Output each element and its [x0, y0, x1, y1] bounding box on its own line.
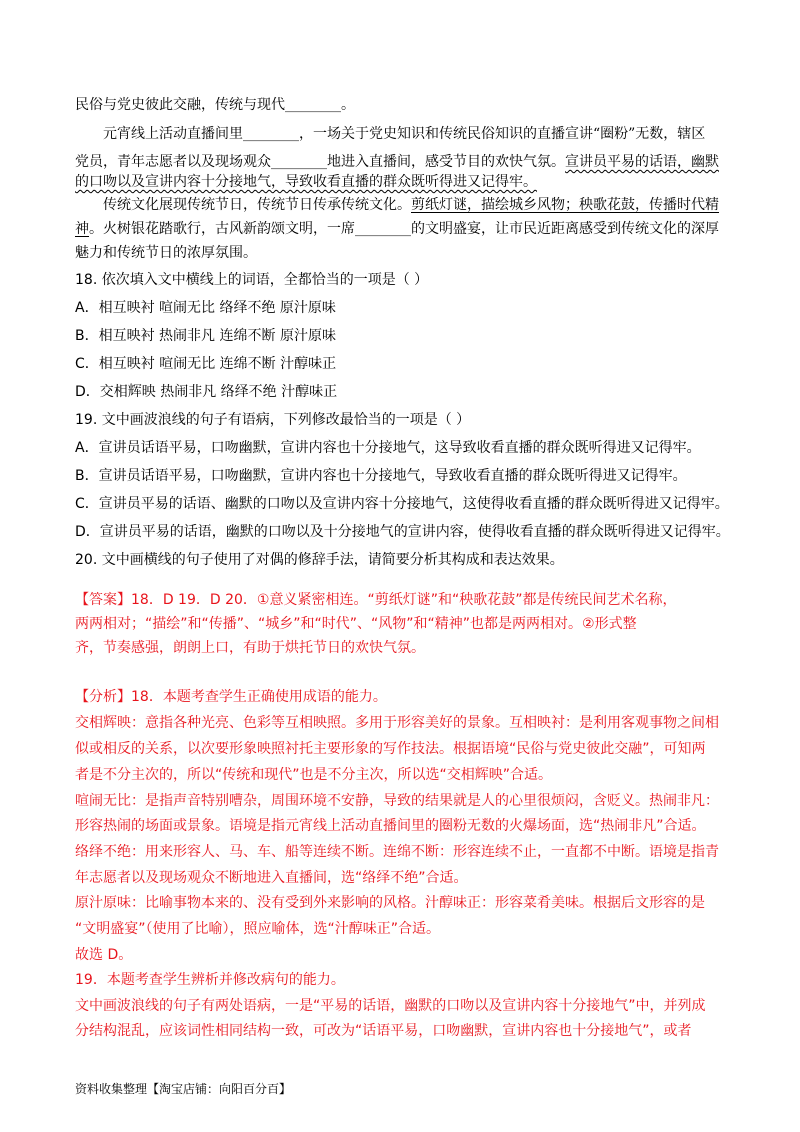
passage-line	[75, 152, 719, 172]
q18-option-a: A．相互映衬 喧闹无比 络绎不绝 原汁原味	[75, 300, 336, 316]
q18-option-c: C．相互映衬 喧闹无比 连绵不断 汁醇味正	[75, 356, 337, 372]
question-20-stem: 20. 文中画横线的句子使用了对偶的修辞手法，请简要分析其构成和表达效果。	[75, 552, 564, 568]
passage-text: 魅力和传统节日的浓厚氛围。	[75, 245, 257, 261]
q18-option-d: D．交相辉映 热闹非凡 络绎不绝 汁醇味正	[75, 384, 338, 400]
analysis-line: “文明盛宴”（使用了比喻），照应喻体，选“汁醇味正”合适。	[75, 921, 441, 937]
analysis-line: 分结构混乱，应该词性相同结构一致，可改为“话语平易，口吻幽默，宣讲内容也十分接地气”，或者	[75, 1023, 692, 1039]
q19-option-c: C．宣讲员平易的话语、幽默的口吻以及宣讲内容十分接地气，这使得收看直播的群众既听得进又记得牢。	[75, 496, 729, 512]
q18-option-b: B．相互映衬 热闹非凡 连绵不断 原汁原味	[75, 328, 336, 344]
analysis-line: 原汁原味：比喻事物本来的、没有受到外来影响的风格。汁醇味正：形容菜肴美味。根据后文形容的是	[75, 895, 705, 911]
analysis-line: 喧闹无比：是指声音特别嘈杂，周围环境不安静，导致的结果就是人的心里很烦闷，含贬义。热闹非凡：	[75, 793, 719, 809]
q19-option-b: B．宣讲员话语平易，口吻幽默，宣讲内容也十分接地气，导致收看直播的群众既听得进又记得牢。	[75, 468, 687, 484]
analysis-line: 年志愿者以及现场观众不断地进入直播间，选“络绎不绝”合适。	[75, 870, 468, 886]
underlined-sentence: 神	[75, 221, 89, 237]
analysis-line: 19．本题考查学生辨析并修改病句的能力。	[75, 972, 345, 988]
analysis-line: 【分析】18．本题考查学生正确使用成语的能力。	[75, 689, 387, 705]
passage-line	[75, 243, 257, 263]
passage-text: 元宵线上活动直播间里________，一场关于党史知识和传统民俗知识的直播宣讲“圈粉”无数，辖区	[103, 126, 706, 142]
passage-text: 民俗与党史彼此交融，传统与现代________。	[75, 97, 355, 113]
passage-line	[103, 195, 719, 215]
passage-text: 。火树银花踏歌行，古风新韵颂文明，一席________的文明盛宴，让市民近距离感受到传统文化的深厚	[89, 221, 719, 237]
analysis-line: 形容热闹的场面或景象。语境是指元宵线上活动直播间里的圈粉无数的火爆场面，选“热闹非凡”合适。	[75, 818, 706, 834]
question-19-stem: 19. 文中画波浪线的句子有语病，下列修改最恰当的一项是（ ）	[75, 412, 471, 428]
answer-line: 【答案】18．D 19．D 20．①意义紧密相连。“剪纸灯谜”和“秧歌花鼓”都是传统民间艺术名称，	[75, 592, 677, 608]
analysis-line: 交相辉映：意指各种光亮、色彩等互相映照。多用于形容美好的景象。互相映衬：是利用客观事物之间相	[75, 715, 719, 731]
passage-line	[75, 172, 537, 192]
wavy-underlined-sentence: 宣讲员平易的话语，幽默	[565, 154, 719, 170]
passage-text: 党员，青年志愿者以及现场观众________地进入直播间，感受节目的欢快气氛。	[75, 154, 565, 170]
q19-option-a: A．宣讲员话语平易，口吻幽默，宣讲内容也十分接地气，这导致收看直播的群众既听得进又记得牢。	[75, 440, 701, 456]
analysis-line: 络绎不绝：用来形容人、马、车、船等连续不断。连绵不断：形容连续不止，一直都不中断。语境是指青	[75, 844, 719, 860]
passage-line	[103, 124, 705, 144]
analysis-line: 故选 D。	[75, 947, 133, 963]
passage-line	[75, 219, 719, 239]
answer-line: 齐，节奏感强，朗朗上口，有助于烘托节日的欢快气氛。	[75, 640, 425, 656]
question-18-stem: 18. 依次填入文中横线上的词语，全都恰当的一项是（ ）	[75, 272, 429, 288]
passage-text: 传统文化展现传统节日，传统节日传承传统文化。	[103, 197, 411, 213]
q19-option-d: D．宣讲员平易的话语，幽默的口吻以及十分接地气的宣讲内容，使得收看直播的群众既听得进又记得牢。	[75, 524, 730, 540]
analysis-line: 文中画波浪线的句子有两处语病，一是“平易的话语，幽默的口吻以及宣讲内容十分接地气”中，并列成	[75, 998, 706, 1014]
wavy-underlined-sentence: 的口吻以及宣讲内容十分接地气，导致收看直播的群众既听得进又记得牢。	[75, 174, 537, 190]
analysis-line: 者是不分主次的，所以“传统和现代”也是不分主次，所以选“交相辉映”合适。	[75, 767, 553, 783]
answer-line: 两两相对；“描绘”和“传播”、“城乡”和“时代”、“风物”和“精神”也都是两两相对。②形式整	[75, 616, 637, 632]
underlined-sentence: 剪纸灯谜，描绘城乡风物；秧歌花鼓，传播时代精	[411, 197, 719, 213]
analysis-line: 似或相反的关系，以次要形象映照衬托主要形象的写作技法。根据语境“民俗与党史彼此交融”，可知两	[75, 741, 706, 757]
passage-line	[75, 95, 355, 115]
page-footer: 资料收集整理【淘宝店铺：向阳百分百】	[75, 1082, 292, 1096]
